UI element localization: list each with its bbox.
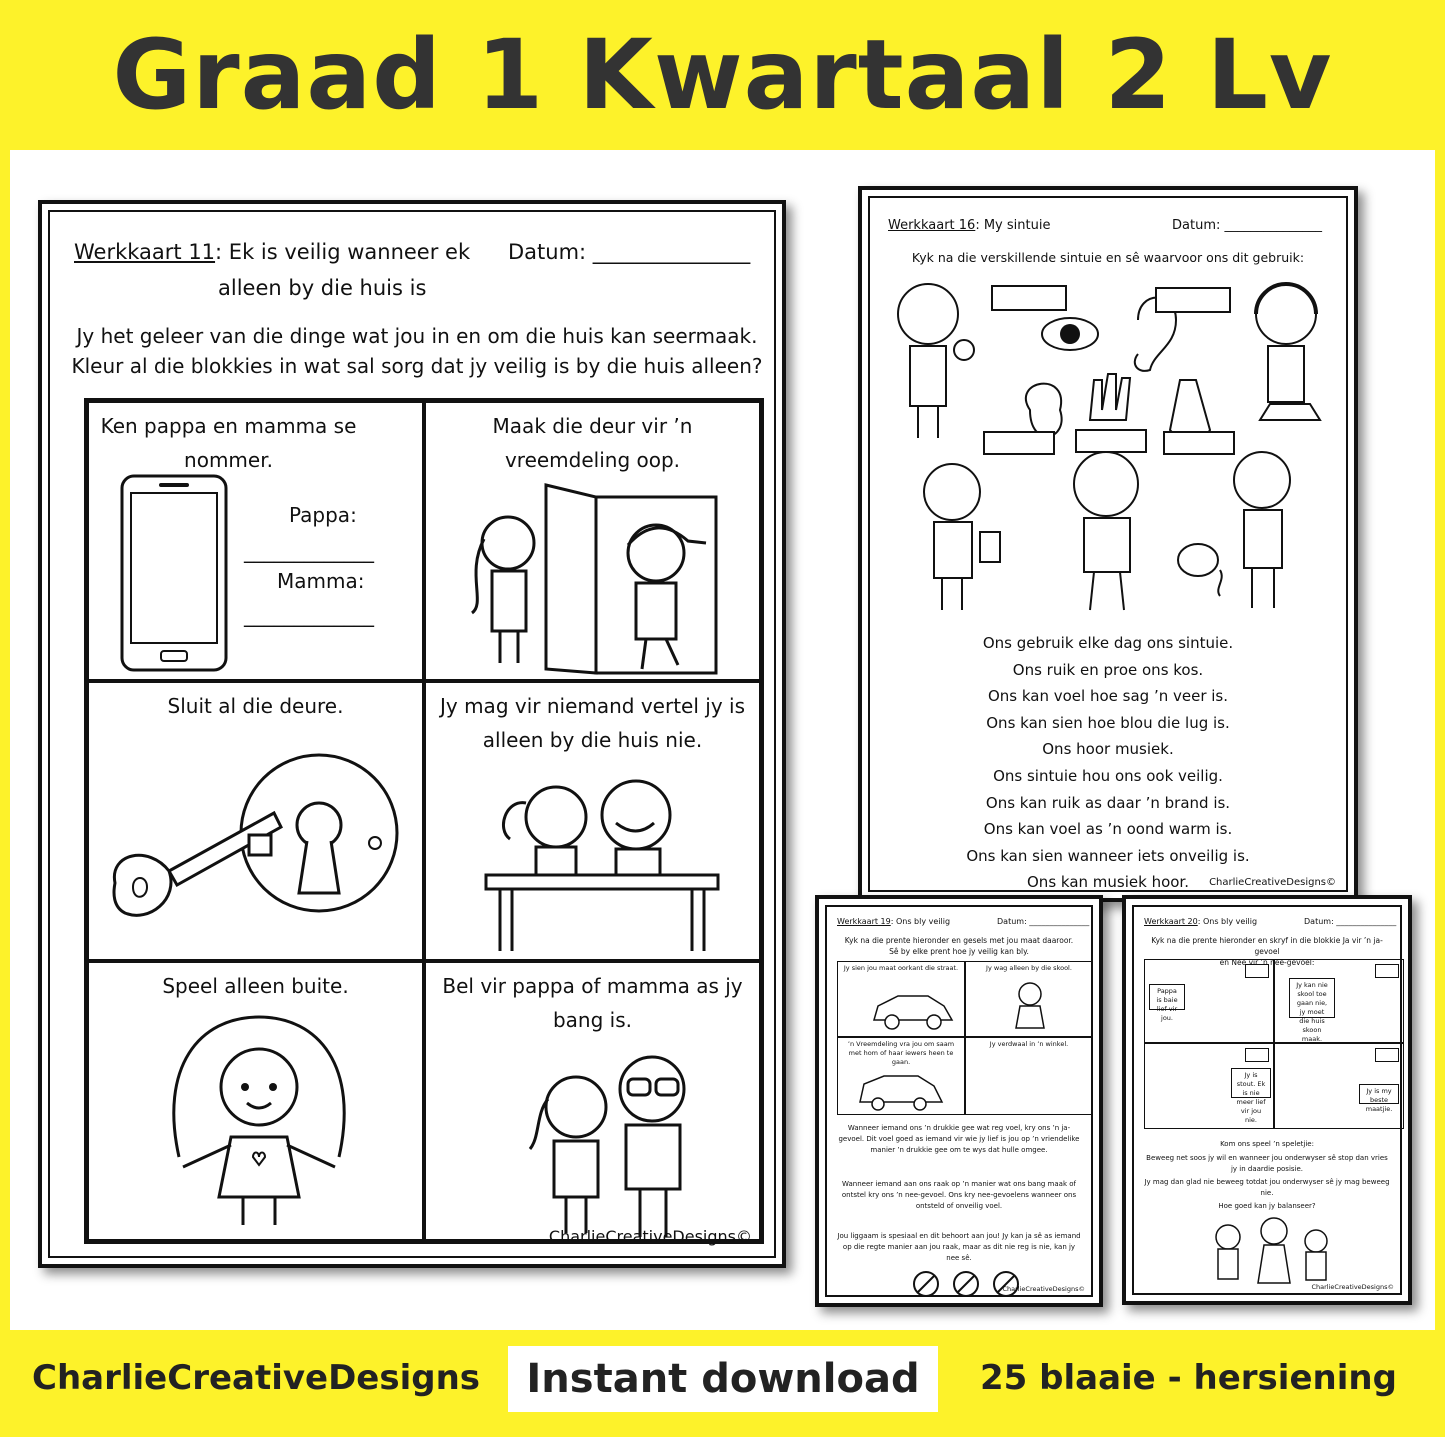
- cell-caption: Ken pappa en mamma se nommer.: [100, 414, 357, 472]
- sentence-line: Ons hoor musiek.: [1042, 740, 1174, 759]
- answer-box[interactable]: [1245, 964, 1269, 978]
- speech-bubble: [1149, 984, 1185, 1022]
- cell-caption: Speel alleen buite.: [162, 974, 349, 998]
- worksheet-border: [868, 196, 1348, 892]
- worksheet-title-text: : Ons bly veilig: [1197, 917, 1258, 926]
- brand-name: CharlieCreativeDesigns: [32, 1358, 481, 1398]
- pappa-label: Pappa:: [289, 503, 357, 527]
- scenario-cell[interactable]: [965, 961, 1093, 1037]
- worksheet-11: [38, 200, 786, 1268]
- instant-download-badge[interactable]: Instant download: [508, 1346, 938, 1412]
- worksheet-label: Werkkaart 11: [74, 240, 216, 264]
- scenario-caption: Jy wag alleen by die skool.: [986, 964, 1072, 972]
- mamma-label: Mamma:: [277, 569, 365, 593]
- bubble-text: Jy is my beste maatjie.: [1365, 1087, 1393, 1113]
- footer-bar: [0, 1330, 1445, 1437]
- instruction-line: en Nee vir ’n nee-gevoel:: [1219, 958, 1315, 967]
- paragraph: Jou liggaam is spesiaal en dit behoort aan jou! Jy kan ja sê as iemand op die regte manier aan jou raak, maar as dit nie reg is nie, kan jy nee sê.: [837, 1232, 1081, 1262]
- worksheet-title-text: : Ons bly veilig: [890, 917, 951, 926]
- instruction: Kyk na die verskillende sintuie en sê waarvoor ons dit gebruik:: [911, 250, 1305, 265]
- instruction-line: Sê by elke prent hoe jy veilig kan bly.: [889, 947, 1029, 956]
- worksheet-16: [858, 186, 1358, 902]
- worksheet-title-line2: alleen by die huis is: [218, 276, 427, 300]
- credit-text: CharlieCreativeDesigns©: [548, 1227, 752, 1246]
- senses-illustration: [880, 270, 1350, 620]
- scenario-cell[interactable]: [965, 1037, 1093, 1115]
- feeling-cell[interactable]: [1274, 959, 1404, 1043]
- bubble-text: Jy kan nie skool toe gaan nie, jy moet die huis skoon maak.: [1296, 981, 1328, 1043]
- activity-grid: [84, 398, 764, 1244]
- worksheet-border: [825, 905, 1093, 1297]
- activity-cell[interactable]: [87, 681, 424, 961]
- game-title: Kom ons speel ’n speletjie:: [1220, 1140, 1314, 1148]
- worksheet-title: [888, 218, 1050, 233]
- worksheet-label: Werkkaart 20: [1144, 917, 1198, 926]
- instruction: [835, 935, 1083, 957]
- activity-cell[interactable]: [424, 401, 761, 681]
- scenario-caption: Jy verdwaal in ’n winkel.: [989, 1040, 1069, 1048]
- feeling-cell[interactable]: [1274, 1043, 1404, 1129]
- worksheet-title-text: : Ek is veilig wanneer ek: [215, 240, 471, 264]
- speech-bubble: [1231, 1068, 1271, 1124]
- activity-cell[interactable]: [87, 401, 424, 681]
- game-text: Jy mag dan glad nie beweeg totdat jou onderwyser sê jy mag beweeg nie.: [1144, 1178, 1390, 1197]
- credit-text: CharlieCreativeDesigns©: [1002, 1285, 1085, 1293]
- feeling-cell[interactable]: [1144, 1043, 1274, 1129]
- phone-icon: [119, 473, 229, 673]
- date-field: Datum: _______________: [508, 240, 751, 264]
- sentence-line: Ons kan voel as ’n oond warm is.: [983, 820, 1233, 839]
- worksheet-title-text: : My sintuie: [975, 218, 1051, 233]
- sentence-line: Ons sintuie hou ons ook veilig.: [993, 766, 1223, 785]
- feeling-cell[interactable]: [1144, 959, 1274, 1043]
- activity-cell[interactable]: [424, 961, 761, 1241]
- worksheet-title: [837, 917, 950, 926]
- instruction-line: Kyk na die prente hieronder en skryf in die blokkie Ja vir ’n ja-gevoel: [1151, 936, 1383, 956]
- worksheet-border: [48, 210, 776, 1258]
- bubble-text: Pappa is baie lief vir jou.: [1156, 987, 1178, 1022]
- bubble-text: Jy is stout. Ek is nie meer lief vir jou nie.: [1236, 1071, 1266, 1124]
- activity-cell[interactable]: [87, 961, 424, 1241]
- speech-bubble: [1289, 978, 1335, 1043]
- cell-caption: Maak die deur vir ’n vreemdeling oop.: [492, 414, 693, 472]
- answer-box[interactable]: [1375, 964, 1399, 978]
- parent-child-illustration: [516, 1053, 716, 1243]
- whispering-kids-illustration: [476, 759, 736, 955]
- cell-caption: Jy mag vir niemand vertel jy is alleen by die huis nie.: [439, 694, 745, 752]
- door-stranger-illustration: [466, 483, 726, 675]
- answer-box[interactable]: [1245, 1048, 1269, 1062]
- scenario-caption: Jy sien jou maat oorkant die straat.: [843, 964, 959, 972]
- worksheet-19: [815, 895, 1103, 1307]
- worksheet-title: [1144, 917, 1257, 926]
- date-field: Datum: _______________: [1304, 917, 1397, 926]
- credit-text: CharlieCreativeDesigns©: [1209, 877, 1336, 888]
- sense-sentences: [930, 630, 1286, 896]
- intro-line-1: Jy het geleer van die dinge wat jou in en om die huis kan seermaak.: [76, 324, 758, 348]
- key-lock-icon: [109, 753, 409, 943]
- paragraph: Wanneer iemand aan ons raak op ’n manier wat ons bang maak of ontstel kry ons ’n nee-gevoel. Ons kry nee-gevoelens wanneer ons ontsteld of onveilig voel.: [841, 1180, 1077, 1210]
- title-banner: [0, 0, 1445, 150]
- credit-text: CharlieCreativeDesigns©: [1311, 1283, 1394, 1291]
- page-title: Graad 1 Kwartaal 2 Lv: [112, 19, 1333, 131]
- game-text: Hoe goed kan jy balanseer?: [1218, 1202, 1316, 1210]
- cell-caption: Sluit al die deure.: [167, 694, 344, 718]
- answer-box[interactable]: [1375, 1048, 1399, 1062]
- instruction-line: Kyk na die prente hieronder en gesels met jou maat daaroor.: [844, 936, 1074, 945]
- worksheet-label: Werkkaart 16: [888, 218, 976, 233]
- worksheet-title: [74, 240, 470, 264]
- sentence-line: Ons kan ruik as daar ’n brand is.: [985, 793, 1231, 812]
- speech-bubble: [1359, 1084, 1399, 1113]
- activity-cell[interactable]: [424, 681, 761, 961]
- worksheet-20: [1122, 895, 1412, 1305]
- sentence-line: Ons kan voel hoe sag ’n veer is.: [987, 687, 1229, 706]
- mamma-blank: _____________: [244, 603, 374, 627]
- intro-line-2: Kleur al die blokkies in wat sal sorg dat jy veilig is by die huis alleen?: [71, 354, 763, 378]
- skipping-girl-illustration: [159, 1007, 359, 1243]
- game-text: Beweeg net soos jy wil en wanneer jou onderwyser sê stop dan vries jy in daardie posisie.: [1146, 1154, 1388, 1173]
- sentence-line: Ons gebruik elke dag ons sintuie.: [982, 634, 1234, 652]
- sentence-line: Ons kan musiek hoor.: [1027, 873, 1189, 892]
- stranger-car-icon: [856, 1068, 952, 1112]
- date-field: Datum: _______________: [997, 917, 1090, 926]
- page-count: 25 blaaie - hersiening: [980, 1358, 1397, 1398]
- paragraph: Wanneer iemand ons ’n drukkie gee wat reg voel, kry ons ’n ja-gevoel. Dit voel goed as iemand vir wie jy lief is jou op ’n vriendelike manier ’n drukkie gee om te wys dat hulle omgee.: [838, 1124, 1080, 1154]
- date-field: Datum: _______________: [1172, 218, 1322, 233]
- sentence-line: Ons ruik en proe ons kos.: [1012, 660, 1204, 679]
- scenario-caption: ’n Vreemdeling vra jou om saam met hom of haar iewers heen te gaan.: [847, 1040, 955, 1066]
- scenario-cell[interactable]: [837, 961, 965, 1037]
- car-icon: [868, 986, 958, 1032]
- no-touch-icons: [911, 1269, 1021, 1299]
- cell-caption: Bel vir pappa of mamma as jy bang is.: [442, 974, 743, 1032]
- sentence-line: Ons kan sien wanneer iets onveilig is.: [966, 846, 1250, 865]
- sentence-line: Ons kan sien hoe blou die lug is.: [986, 713, 1230, 732]
- girl-waiting-icon: [1010, 980, 1050, 1034]
- scenario-cell[interactable]: [837, 1037, 965, 1115]
- worksheet-label: Werkkaart 19: [837, 917, 891, 926]
- worksheet-border: [1132, 905, 1402, 1295]
- pappa-blank: _____________: [244, 539, 374, 563]
